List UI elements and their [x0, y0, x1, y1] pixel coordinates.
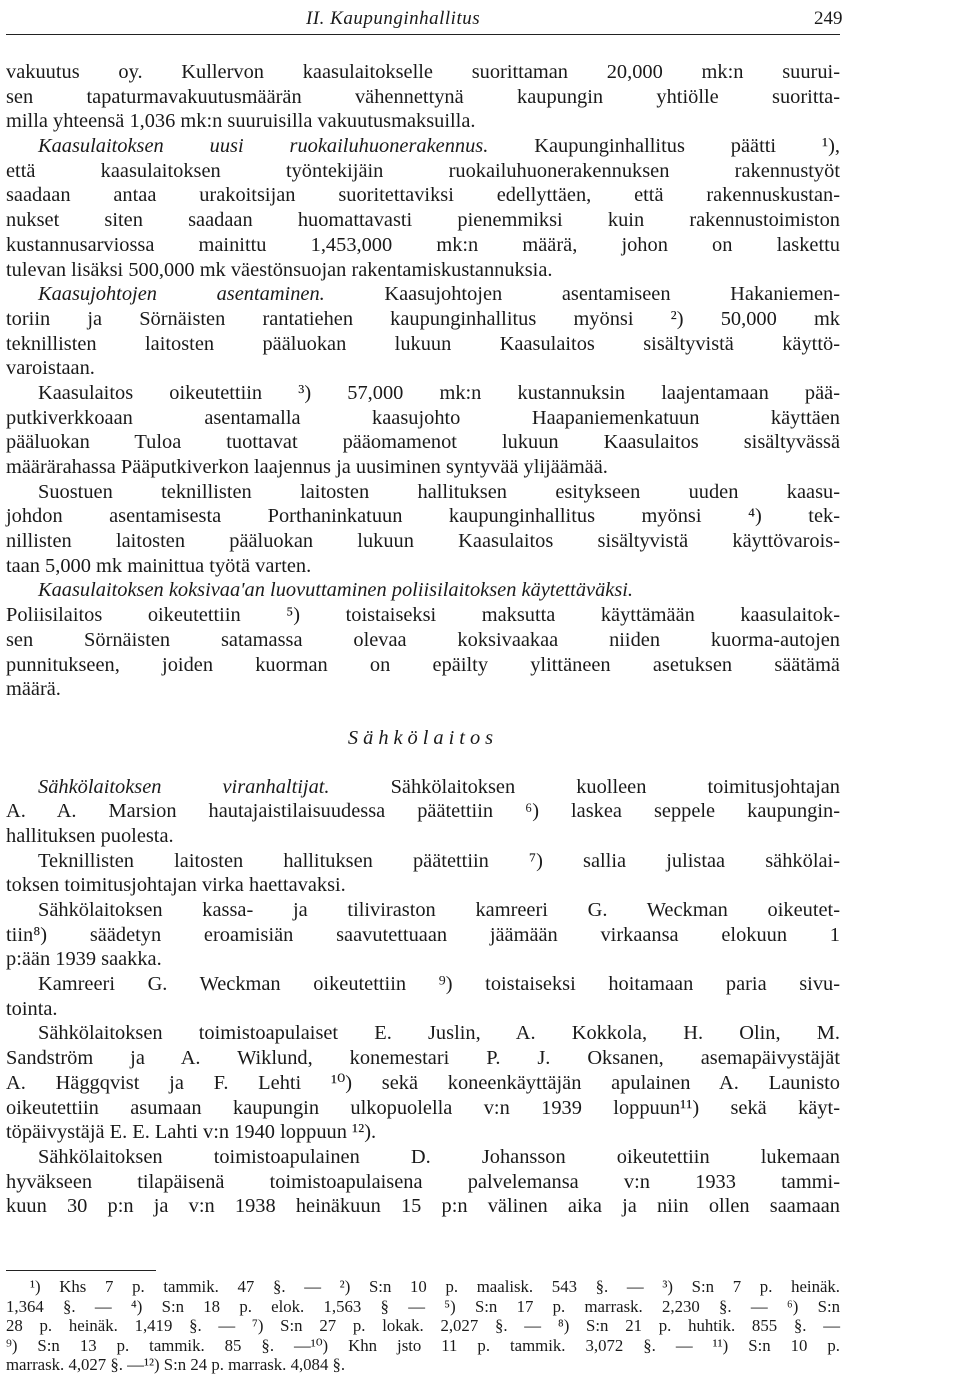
text-line	[6, 775, 840, 800]
line-text: Kaasulaitos oikeutettiin ³) 57,000 mk:n kustannuksin laajentamaan pää-	[38, 381, 840, 404]
line-text: saadaan antaa urakoitsijan suoritettaviksi edellyttäen, että rakennuskustan-	[6, 184, 840, 207]
text-line	[6, 603, 840, 628]
text-line	[6, 947, 840, 972]
text-line	[6, 824, 840, 849]
text-line	[6, 997, 840, 1022]
line-text: Sähkölaitoksen kassa- ja tiliviraston kamreeri G. Weckman oikeutet-	[38, 899, 840, 921]
line-text: hyväkseen tilapäisenä toimistoapulaisena palvelemansa v:n 1933 tammi-	[6, 1170, 840, 1193]
text-line	[6, 430, 840, 455]
line-text: toksen toimitusjohtajan virka haettavaksi.	[6, 874, 346, 897]
text-line	[6, 799, 840, 824]
text-line	[6, 1120, 840, 1145]
line-text: kuun 30 p:n ja v:n 1938 heinäkuun 15 p:n välinen aika ja niin ollen saamaan	[6, 1195, 840, 1218]
text-line	[6, 159, 840, 184]
running-header	[6, 4, 843, 35]
text-line	[6, 381, 840, 406]
line-text: p:ään 1939 saakka.	[6, 948, 162, 971]
line-text: oikeutettiin asumaan kaupungin ulkopuolella v:n 1939 loppuun¹¹) sekä käyt-	[6, 1096, 840, 1119]
line-text: Suostuen teknillisten laitosten hallituksen esitykseen uuden kaasu-	[38, 480, 840, 503]
line-text: milla yhteensä 1,036 mk:n suuruisilla vakuutusmaksuilla.	[6, 110, 476, 133]
line-text: Sähkölaitoksen kuolleen toimitusjohtajan	[329, 775, 840, 798]
text-line	[6, 529, 840, 554]
text-line	[6, 233, 840, 258]
footnote-line: marrask. 4,027 §. —¹²) S:n 24 p. marrask. 4,084 §.	[6, 1355, 346, 1374]
text-line	[6, 1096, 840, 1121]
text-line	[6, 923, 840, 948]
text-line	[6, 504, 840, 529]
footnote-rule	[6, 1270, 156, 1271]
line-text: nillisten laitosten pääluokan lukuun Kaasulaitos sisältyvistä käyttövarois-	[6, 530, 840, 553]
line-text: punnitukseen, joiden kuorman on epäilty ylittäneen asetuksen säätämä	[6, 653, 840, 676]
text-line	[6, 554, 840, 579]
line-text: nukset siten saadaan huomattavasti pienemmiksi kuin rakennustoimiston	[6, 209, 840, 232]
footnote-line: 28 p. heinäk. 1,419 §. — ⁷) S:n 27 p. lokak. 2,027 §. — ⁸) S:n 21 p. huhtik. 855 §. —	[6, 1316, 840, 1335]
footnote-line: ⁹) S:n 13 p. tammik. 85 §. —¹⁰) Khn jsto 11 p. tammik. 3,072 §. — ¹¹) S:n 10 p.	[6, 1335, 840, 1355]
text-line	[6, 455, 840, 480]
line-text: hallituksen puolesta.	[6, 824, 174, 847]
line-text: A. Häggqvist ja F. Lehti ¹⁰) sekä koneenkäyttäjän apulainen A. Launisto	[6, 1071, 840, 1094]
header-title: II. Kaupunginhallitus	[306, 8, 481, 29]
text-line	[6, 1046, 840, 1071]
text-line	[6, 677, 840, 702]
line-text: Sähkölaitoksen toimistoapulaiset E. Juslin, A. Kokkola, H. Olin, M.	[38, 1022, 840, 1045]
line-text: sen Sörnäisten satamassa olevaa koksivaakaa niiden kuorma-autojen	[6, 628, 840, 651]
section-gap	[6, 702, 840, 726]
line-text: toriin ja Sörnäisten rantatiehen kaupunginhallitus myönsi ²) 50,000 mk	[6, 307, 840, 330]
line-text: Kaasujohtojen asentamiseen Hakaniemen-	[324, 283, 841, 306]
line-text: varoistaan.	[6, 357, 95, 380]
paragraph-heading: Sähkölaitoksen viranhaltijat.	[38, 775, 330, 798]
paragraph-heading: Kaasulaitoksen koksivaa'an luovuttaminen poliisilaitoksen käytettäväksi.	[38, 579, 634, 602]
page-number: 249	[814, 8, 843, 29]
paragraph-heading: Kaasulaitoksen uusi ruokailuhuonerakennus.	[38, 135, 489, 158]
line-text: Sandström ja A. Wiklund, konemestari P. J. Oksanen, asemapäivystäjät	[6, 1047, 840, 1070]
text-line	[6, 849, 840, 874]
line-text: Sähkölaitoksen toimistoapulainen D. Johansson oikeutettiin lukemaan	[38, 1145, 840, 1168]
line-text: Kamreeri G. Weckman oikeutettiin ⁹) toistaiseksi hoitamaan paria sivu-	[38, 973, 840, 996]
text-line	[6, 972, 840, 997]
text-line	[6, 332, 840, 357]
text-line	[6, 1145, 840, 1170]
line-text: putkiverkkoaan asentamalla kaasujohto Haapaniemenkatuun käyttäen	[6, 406, 840, 429]
text-line	[6, 898, 840, 923]
text-line	[6, 85, 840, 110]
text-line	[6, 480, 840, 505]
text-line	[6, 60, 840, 85]
line-text: tulevan lisäksi 500,000 mk väestönsuojan rakentamiskustannuksia.	[6, 258, 553, 281]
text-line	[6, 109, 840, 134]
line-text: vakuutus oy. Kullervon kaasulaitokselle suorittaman 20,000 mk:n suurui-	[6, 61, 840, 83]
line-text: A. A. Marsion hautajaistilaisuudessa päätettiin ⁶) laskea seppele kaupungin-	[6, 800, 840, 823]
text-line	[6, 282, 840, 307]
line-text: määrä.	[6, 678, 61, 701]
text-line	[6, 873, 840, 898]
line-text: teknillisten laitosten pääluokan lukuun Kaasulaitos sisältyvistä käyttö-	[6, 332, 840, 355]
text-line	[6, 134, 840, 159]
text-line	[6, 183, 840, 208]
text-line	[6, 406, 840, 431]
line-text: kustannusarviossa mainittu 1,453,000 mk:n määrä, johon on laskettu	[6, 233, 840, 256]
text-line	[6, 258, 840, 283]
line-text: sen tapaturmavakuutusmäärän vähennettynä kaupungin yhtiölle suoritta-	[6, 85, 840, 108]
text-line	[6, 1071, 840, 1096]
line-text: johdon asentamisesta Porthaninkatuun kaupunginhallitus myönsi ⁴) tek-	[6, 505, 840, 528]
text-line	[6, 356, 840, 381]
text-line	[6, 653, 840, 678]
line-text: määrärahassa Pääputkiverkon laajennus ja uusiminen syntyvää ylijäämää.	[6, 456, 608, 478]
text-line	[6, 578, 840, 603]
section-heading	[6, 726, 840, 751]
text-line	[6, 1170, 840, 1195]
line-text: taan 5,000 mk mainittua työtä varten.	[6, 554, 312, 577]
footnotes	[6, 1270, 840, 1375]
footnote-line: ¹) Khs 7 p. tammik. 47 §. — ²) S:n 10 p. maalisk. 543 §. — ³) S:n 7 p. heinäk.	[30, 1277, 840, 1296]
footnote-line: 1,364 §. — ⁴) S:n 18 p. elok. 1,563 § — ⁵) S:n 17 p. marrask. 2,230 §. — ⁶) S:n	[6, 1296, 840, 1316]
text-line	[6, 1194, 840, 1219]
line-text: Sähkölaitos	[347, 726, 499, 749]
line-text: että kaasulaitoksen työntekijäin ruokailuhuonerakennuksen rakennustyöt	[6, 159, 840, 182]
line-text: tiin⁸) säädetyn eroamisiän saavutettuaan jäämään virkaansa elokuun 1	[6, 923, 840, 946]
text-line	[6, 1021, 840, 1046]
line-text: tointa.	[6, 997, 58, 1020]
text-line	[6, 628, 840, 653]
line-text: Teknillisten laitosten hallituksen päätettiin ⁷) sallia julistaa sähkölai-	[38, 849, 840, 872]
paragraph-heading: Kaasujohtojen asentaminen.	[38, 283, 325, 306]
section-gap	[6, 751, 840, 775]
text-line	[6, 307, 840, 332]
text-line	[6, 208, 840, 233]
line-text: Poliisilaitos oikeutettiin ⁵) toistaiseksi maksutta käyttämään kaasulaitok-	[6, 604, 840, 627]
line-text: Kaupunginhallitus päätti ¹),	[488, 135, 840, 158]
body-text	[6, 60, 840, 1219]
line-text: töpäivystäjä E. E. Lahti v:n 1940 loppuun ¹²).	[6, 1121, 377, 1144]
line-text: pääluokan Tuloa tuottavat pääomamenot lukuun Kaasulaitos sisältyvässä	[6, 431, 840, 454]
